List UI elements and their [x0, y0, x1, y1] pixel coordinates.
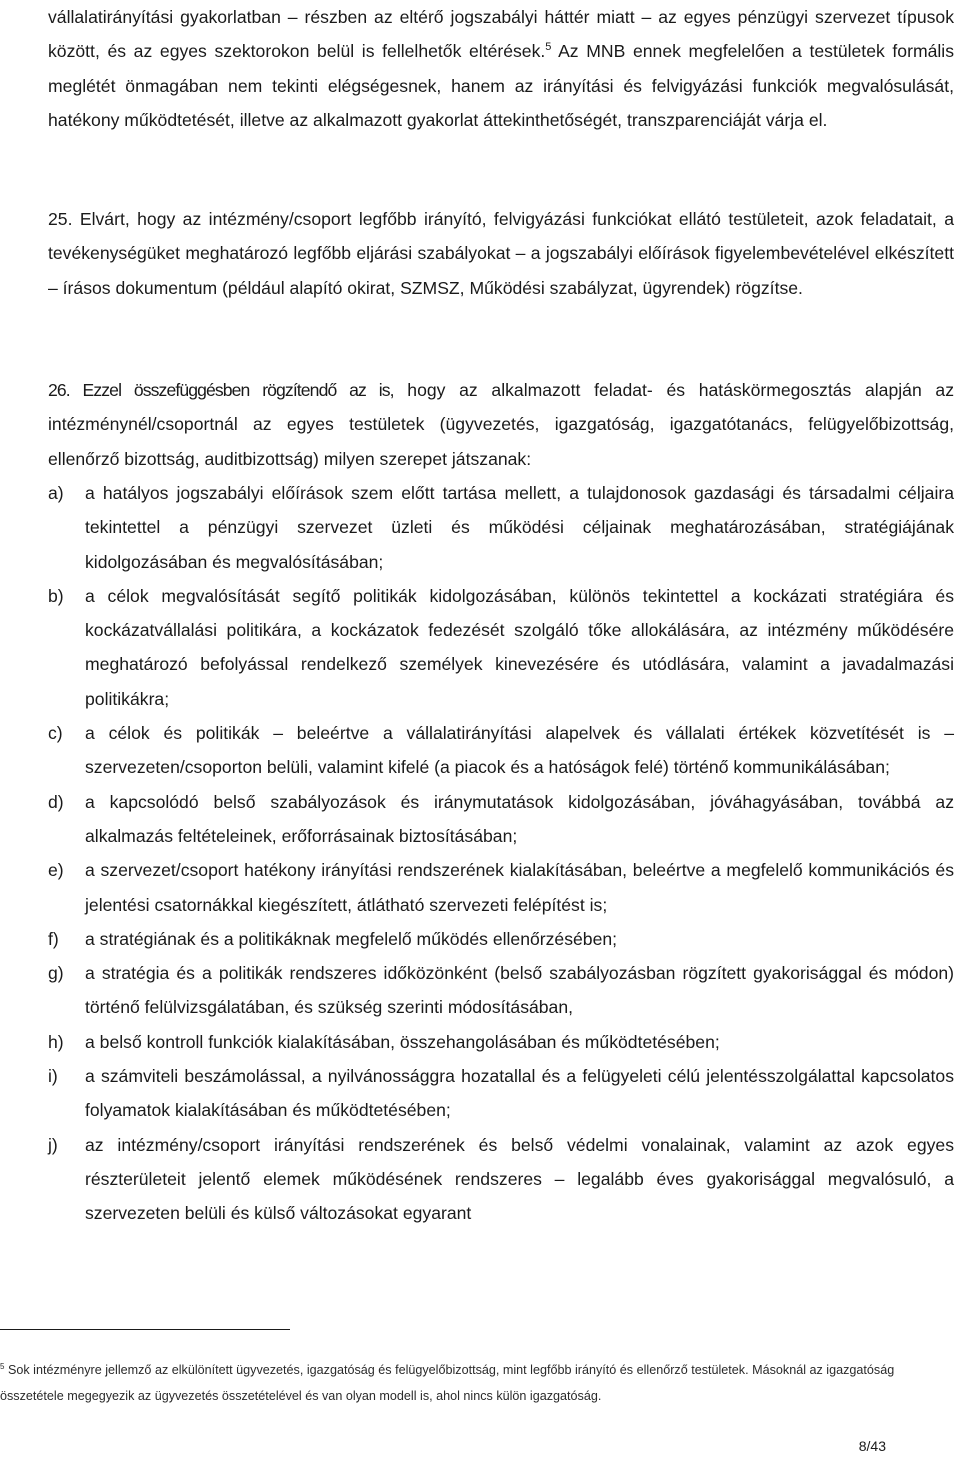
list-marker: g): [48, 963, 64, 984]
list-marker: i): [48, 1066, 58, 1087]
list-item-b: [48, 579, 954, 716]
list-marker: d): [48, 791, 64, 812]
list-marker: a): [48, 483, 64, 503]
list-marker: b): [48, 585, 64, 606]
list-item-i: [48, 1059, 954, 1128]
intro-text-continued: Az MNB ennek megfelelően a testületek formális meglétét önmagában nem tekinti elégségesnek, hanem az irányítási és felvigyázási funkciók megvalósulását, hatékony működtetését, illetve az alkalmazott gyakorlat áttekinthetőségét, transzparenciáját várja el.: [48, 41, 954, 130]
list-item-text: a stratégia és a politikák rendszeres időközönként (belső szabályozásban rögzített gyakorisággal és módon) történő felülvizsgálatában, és szükség szerinti módosításában,: [85, 963, 954, 1018]
footnote-separator: [0, 1329, 290, 1330]
list-item-j: [48, 1128, 954, 1231]
list-item-a: [48, 476, 954, 579]
list-item-text: a hatályos jogszabályi előírások szem előtt tartása mellett, a tulajdonosok gazdasági és társadalmi céljaira tekintettel a pénzügyi szervezet üzleti és működési céljainak meghatározásában, stratégiájának kidolgozásában és megvalósításában;: [85, 483, 954, 572]
paragraph-26: [48, 373, 954, 476]
paragraph-intro: [48, 0, 954, 137]
list-item-text: a kapcsolódó belső szabályozások és iránymutatások kidolgozásában, jóváhagyásában, továbbá az alkalmazás feltételeinek, erőforrásainak biztosításában;: [85, 791, 954, 846]
footnote-reference[interactable]: 5: [545, 41, 552, 54]
page-number: 8/43: [858, 1438, 886, 1454]
list-item-text: az intézmény/csoport irányítási rendszerének és belső védelmi vonalainak, valamint az azok egyes részterületeit jelentő elemek működésének rendszeres – legalább éves gyakorisággal megvalósuló, a szervezeten belüli és külső változásokat egyarant: [85, 1134, 954, 1224]
paragraph-26-text: hogy az alkalmazott feladat- és hatáskörmegosztás alapján az intézménynél/csoportnál az egyes testületek (ügyvezetés, igazgatóság, igazgatótanács, felügyelőbizottság, ellenőrző bizottság, auditbizottság) milyen szerepet játszanak:: [48, 380, 955, 469]
list-item-e: [48, 853, 954, 922]
list-marker: h): [48, 1031, 64, 1052]
list-item-text: a célok megvalósítását segítő politikák kidolgozásában, különös tekintettel a kockázati stratégiára és kockázatvállalási politikára, a kockázatok fedezését szolgáló tőke allokálására, az intézmény működésére meghatározó befolyással rendelkező személyek kinevezésére és utódlására, valamint a javadalmazási politikákra;: [85, 585, 954, 709]
list-marker: j): [48, 1134, 58, 1155]
list-marker: e): [48, 860, 64, 881]
footnote: [0, 1358, 958, 1409]
list-item-text: a stratégiának és a politikáknak megfelelő működés ellenőrzésében;: [85, 928, 618, 949]
list-item-f: [48, 922, 954, 956]
list-item-c: [48, 716, 954, 785]
footnote-number: 5: [0, 1361, 5, 1371]
list-item-text: a szervezet/csoport hatékony irányítási rendszerének kialakításában, beleértve a megfelelő kommunikációs és jelentési csatornákkal kiegészített, átlátható szervezeti felépítést is;: [85, 860, 954, 915]
list-item-text: a célok és politikák – beleértve a vállalatirányítási alapelvek és vállalati értékek közvetítését is – szervezeten/csoporton belüli, valamint kifelé (a piacok és a hatóságok felé) történő kommunikálásában;: [85, 723, 954, 778]
footnote-text: Sok intézményre jellemző az elkülönített ügyvezetés, igazgatóság és felügyelőbizottság, mint legfőbb irányító és ellenőrző testületek. Másoknál az igazgatóság összetétele megegyezik az ügyvezetés összetételével és van olyan modell is, ahol nincs külön igazgatóság.: [0, 1363, 895, 1403]
list-item-d: [48, 785, 954, 854]
list-marker: c): [48, 723, 63, 744]
list-item-text: a belső kontroll funkciók kialakításában, összehangolásában és működtetésében;: [85, 1031, 720, 1052]
paragraph-26-lead: 26. Ezzel összefüggésben rögzítendő az is,: [48, 380, 394, 400]
list-item-h: [48, 1025, 954, 1059]
list-marker: f): [48, 928, 59, 949]
intro-text: vállalatirányítási gyakorlatban – részben az eltérő jogszabályi háttér miatt – az egyes pénzügyi szervezet típusok között, és az egyes szektorokon belül is fellelhetők eltérések.: [48, 7, 954, 62]
list-item-text: a számviteli beszámolással, a nyilvánossággra hozatallal és a felügyeleti célú jelentésszolgálattal kapcsolatos folyamatok kialakításában és működtetésében;: [85, 1066, 954, 1121]
role-list: [48, 476, 954, 1231]
paragraph-25: 25. Elvárt, hogy az intézmény/csoport legfőbb irányító, felvigyázási funkciókat ellátó testületeit, azok feladatait, a tevékenységüket meghatározó legfőbb eljárási szabályokat – a jogszabályi előírások figyelembevételével elkészített – írásos dokumentum (például alapító okirat, SZMSZ, Működési szabályzat, ügyrendek) rögzítse.: [48, 209, 954, 298]
list-item-g: [48, 956, 954, 1025]
